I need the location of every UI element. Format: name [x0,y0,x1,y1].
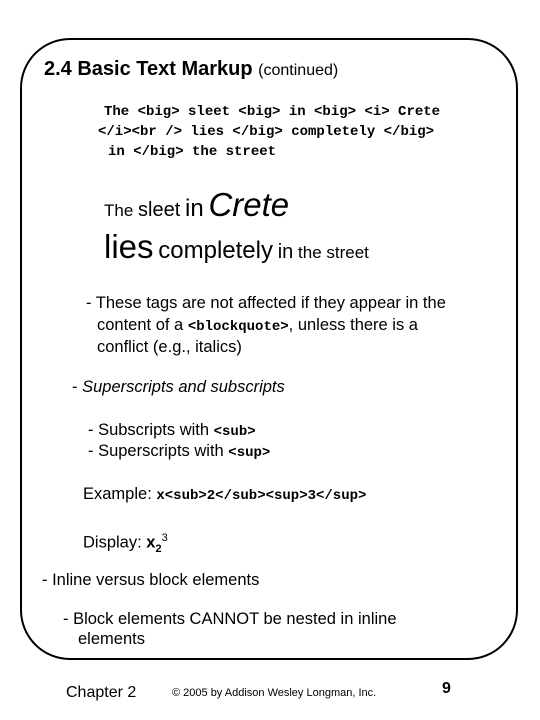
subscripts-text: - Subscripts with [88,421,214,439]
slide-title-main: 2.4 Basic Text Markup [44,58,253,80]
demo-word-lies: lies [104,228,154,265]
bullet-tags-line-1: - These tags are not affected if they appear in the [86,294,446,312]
bullet-subscripts [88,421,256,440]
example-line [83,485,366,504]
sub-code: <sub> [213,424,256,440]
bullet-inline-block: - Inline versus block elements [42,571,260,589]
demo-line-1 [104,186,289,224]
footer-copyright: © 2005 by Addison Wesley Longman, Inc. [172,687,377,699]
demo-word-the-street: the street [298,243,369,262]
blockquote-code: <blockquote> [187,319,289,335]
display-base: x [146,533,156,552]
demo-line-2 [104,228,369,266]
example-code: x<sub>2</sub><sup>3</sup> [156,488,367,504]
footer-chapter: Chapter 2 [66,684,137,701]
slide-title-sub: (continued) [258,62,339,79]
display-line [83,532,168,555]
code-line-3: in </big> the street [108,144,277,160]
demo-word-crete: Crete [208,186,290,223]
demo-word-in-2: in [277,241,294,263]
superscripts-text: - Superscripts with [88,442,229,460]
bullet-tags-line-2 [97,316,418,335]
bullet-dash: - [72,378,83,396]
demo-word-the: The [104,201,134,220]
display-label: Display: [83,533,147,552]
bullet-tags-text-a: content of a [97,316,188,334]
demo-word-in: in [185,195,204,222]
footer-page-number: 9 [442,680,451,697]
bullet-super-sub [72,378,285,397]
sup-code: <sup> [228,445,271,461]
bullet-tags-line-3: conflict (e.g., italics) [97,338,242,356]
display-sub: 2 [155,542,162,555]
bullet-block-nested-line-1: - Block elements CANNOT be nested in inline [63,610,397,628]
demo-word-sleet: sleet [138,199,181,221]
bullet-super-sub-text: Superscripts and subscripts [82,378,285,396]
code-line-1: The <big> sleet <big> in <big> <i> Crete [104,104,441,120]
bullet-block-nested-line-2: elements [78,630,145,648]
example-label: Example: [83,485,157,503]
display-sup: 3 [161,532,168,544]
bullet-superscripts [88,442,270,461]
bullet-tags-text-b: , unless there is a [288,316,418,334]
slide-title [44,58,338,81]
demo-word-completely: completely [158,237,273,264]
code-line-2: </i><br /> lies </big> completely </big> [98,124,435,140]
